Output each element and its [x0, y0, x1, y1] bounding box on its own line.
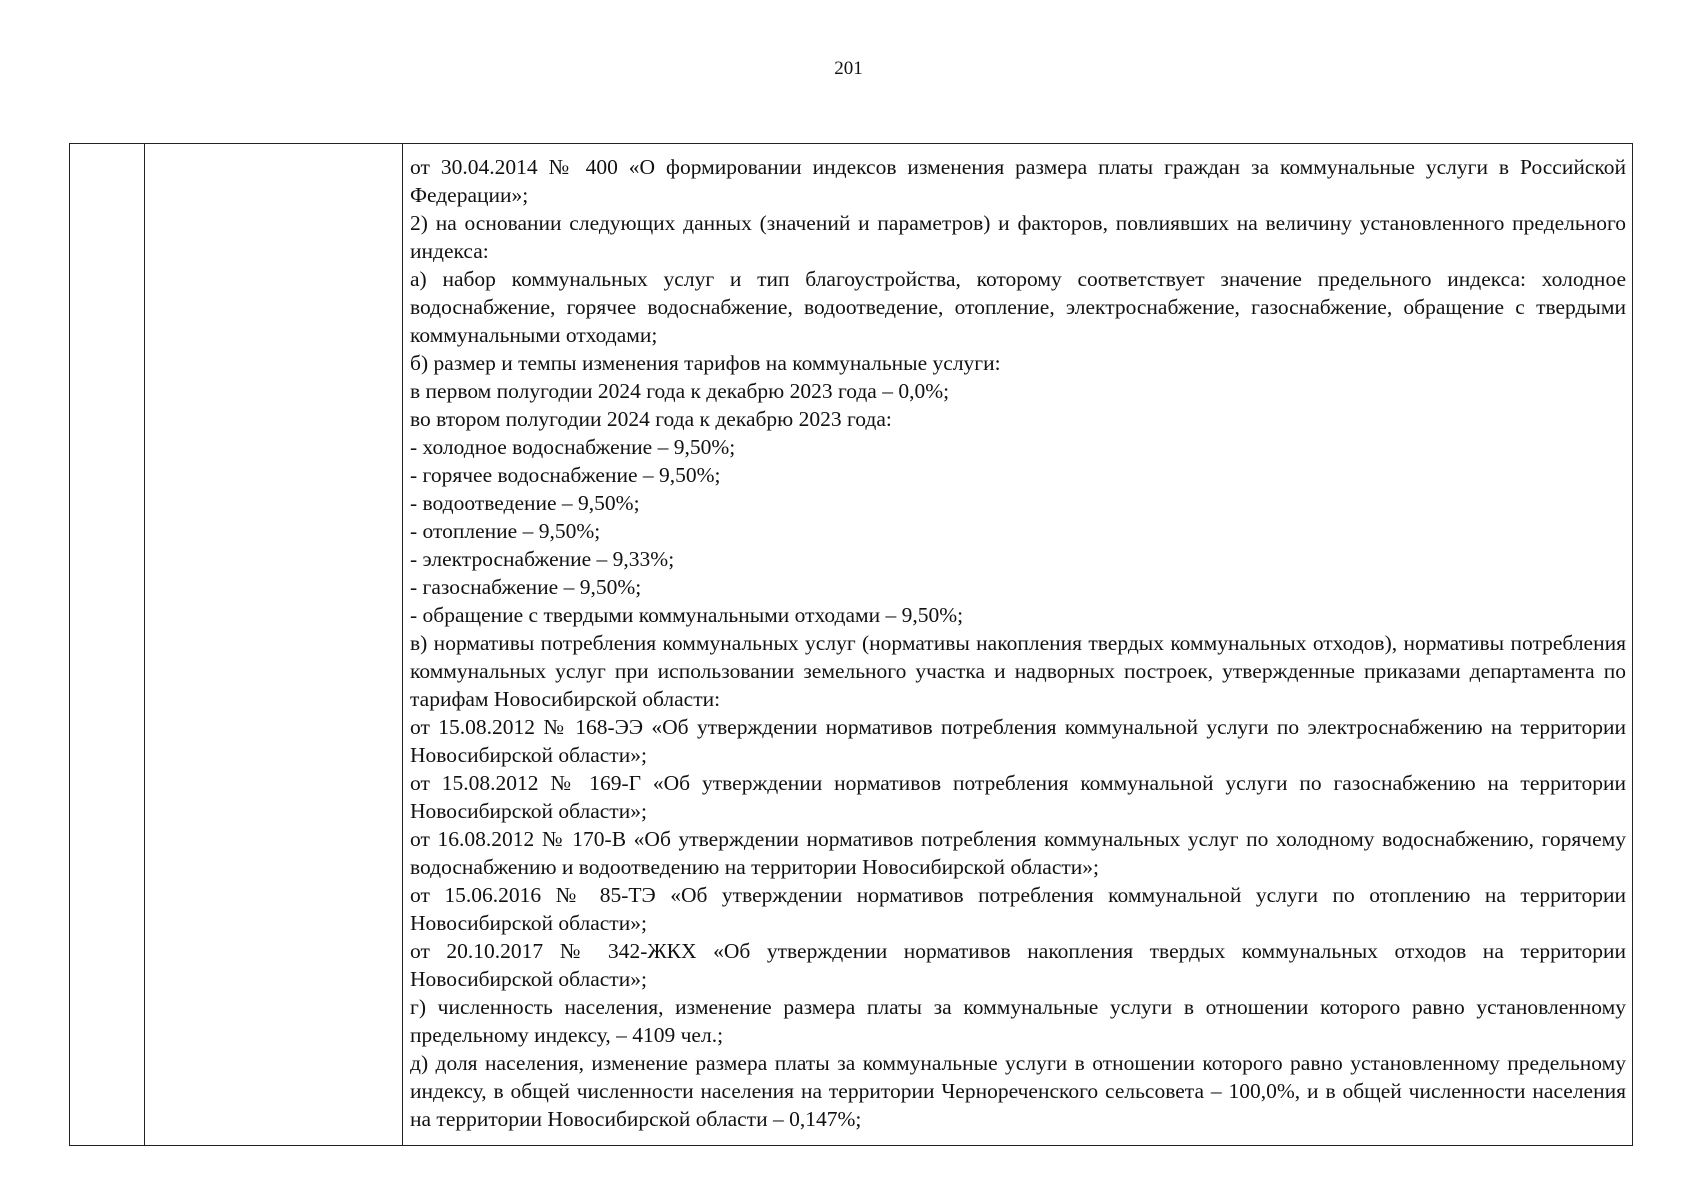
- paragraph-19: от 20.10.2017 № 342-ЖКХ «Об утверждении нормативов накопления твердых коммунальных отходов на территории Новосибирской области»;: [410, 939, 1626, 991]
- paragraph-21: д) доля населения, изменение размера платы за коммунальные услуги в отношении которого равно установленному предельному индексу, в общей численности населения на территории Чернореченского сельсовета – 100,0%, и в общей численности населения на территории Новосибирской области – 0,147%;: [410, 1051, 1626, 1131]
- page-number: 201: [834, 58, 863, 79]
- paragraph-6: во втором полугодии 2024 года к декабрю 2023 года:: [410, 407, 892, 431]
- document-table: [69, 143, 1633, 1146]
- paragraph-16: от 15.08.2012 № 169-Г «Об утверждении нормативов потребления коммунальной услуги по газоснабжению на территории Новосибирской области»;: [410, 771, 1626, 823]
- paragraph-11: - электроснабжение – 9,33%;: [410, 547, 675, 571]
- paragraph-10: - отопление – 9,50%;: [410, 519, 601, 543]
- paragraph-17: от 16.08.2012 № 170-В «Об утверждении нормативов потребления коммунальных услуг по холодному водоснабжению, горячему водоснабжению и водоотведению на территории Новосибирской области»;: [410, 827, 1626, 879]
- paragraph-8: - горячее водоснабжение – 9,50%;: [410, 463, 721, 487]
- paragraph-4: б) размер и темпы изменения тарифов на коммунальные услуги:: [410, 351, 1001, 375]
- paragraph-14: в) нормативы потребления коммунальных услуг (нормативы накопления твердых коммунальных отходов), нормативы потребления коммунальных услуг при использовании земельного участка и надворных построек, утвержденные приказами департамента по тарифам Новосибирской области:: [410, 631, 1626, 711]
- paragraph-20: г) численность населения, изменение размера платы за коммунальные услуги в отношении которого равно установленному предельному индексу, – 4109 чел.;: [410, 995, 1626, 1047]
- paragraph-12: - газоснабжение – 9,50%;: [410, 575, 642, 599]
- paragraph-2: 2) на основании следующих данных (значений и параметров) и факторов, повлиявших на величину установленного предельного индекса:: [410, 211, 1626, 263]
- table-cell-number: [70, 144, 145, 1146]
- paragraph-1: от 30.04.2014 № 400 «О формировании индексов изменения размера платы граждан за коммунальные услуги в Российской Федерации»;: [410, 155, 1626, 207]
- paragraph-18: от 15.06.2016 № 85-ТЭ «Об утверждении нормативов потребления коммунальной услуги по отоплению на территории Новосибирской области»;: [410, 883, 1626, 935]
- table-cell-text: [403, 144, 1633, 1146]
- paragraph-15: от 15.08.2012 № 168-ЭЭ «Об утверждении нормативов потребления коммунальной услуги по электроснабжению на территории Новосибирской области»;: [410, 715, 1626, 767]
- paragraph-7: - холодное водоснабжение – 9,50%;: [410, 435, 736, 459]
- table-cell-name: [145, 144, 403, 1146]
- table-row: [70, 144, 1633, 1146]
- paragraph-5: в первом полугодии 2024 года к декабрю 2023 года – 0,0%;: [410, 379, 950, 403]
- paragraph-13: - обращение с твердыми коммунальными отходами – 9,50%;: [410, 603, 964, 627]
- paragraph-9: - водоотведение – 9,50%;: [410, 491, 640, 515]
- paragraph-3: а) набор коммунальных услуг и тип благоустройства, которому соответствует значение предельного индекса: холодное водоснабжение, горячее водоснабжение, водоотведение, отопление, электроснабжение, газоснабжение, обращение с твердыми коммунальными отходами;: [410, 267, 1626, 347]
